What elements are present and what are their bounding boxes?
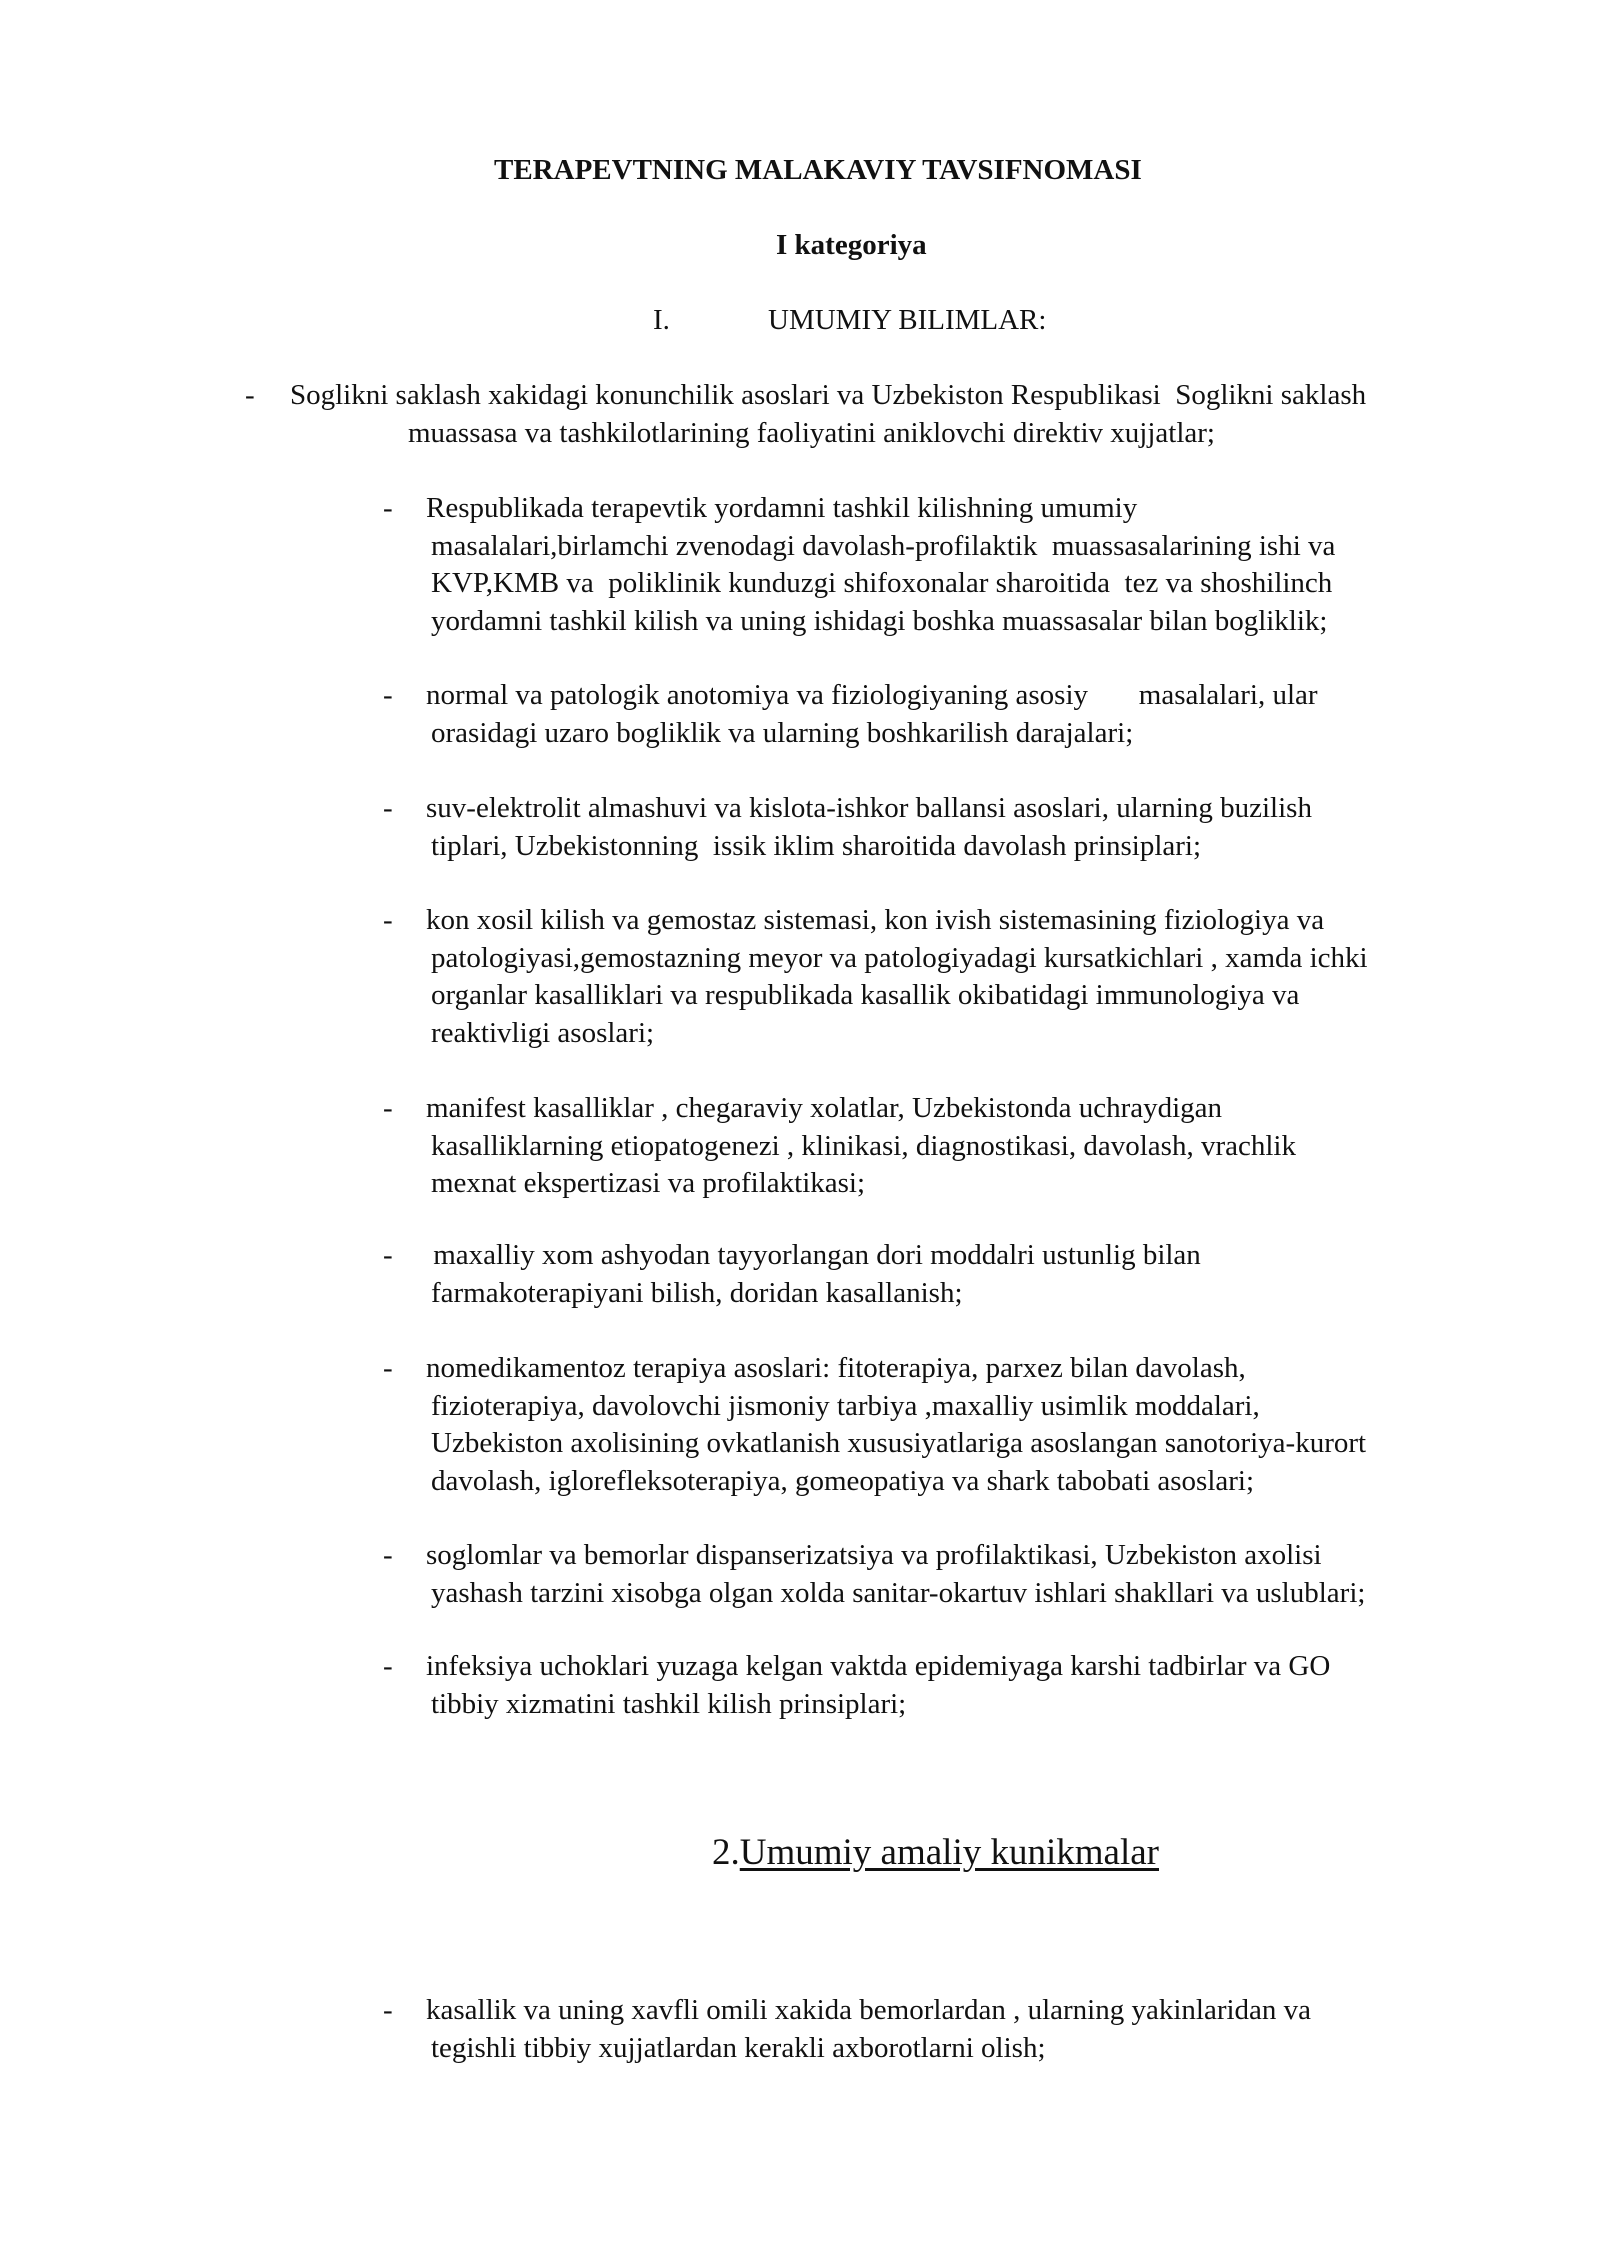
list-item-line: manifest kasalliklar , chegaraviy xolatlar, Uzbekistonda uchraydigan <box>426 1092 1223 1124</box>
list-item-line: patologiyasi,gemostazning meyor va patologiyadagi kursatkichlari , xamda ichki <box>431 941 1368 974</box>
section2-number: 2. <box>712 1832 740 1873</box>
list-item-line: yordamni tashkil kilish va uning ishidagi boshka muassasalar bilan bogliklik; <box>431 604 1328 637</box>
list-dash: - <box>383 679 393 711</box>
list-item-line: tibbiy xizmatini tashkil kilish prinsiplari; <box>431 1687 907 1720</box>
list-item-line: kasalliklarning etiopatogenezi , klinikasi, diagnostikasi, davolash, vrachlik <box>431 1129 1296 1162</box>
list-item-line: infeksiya uchoklari yuzaga kelgan vaktda epidemiyaga karshi tadbirlar va GO <box>426 1650 1331 1682</box>
section1-heading: UMUMIY BILIMLAR: <box>768 304 1047 336</box>
list-item-line: Uzbekiston axolisining ovkatlanish xususiyatlariga asoslangan sanotoriya-kurort <box>431 1427 1367 1459</box>
list-item-line: normal va patologik anotomiya va fiziologiyaning asosiy masalalari, ular <box>426 679 1318 711</box>
list-item-line: Soglikni saklash xakidagi konunchilik asoslari va Uzbekiston Respublikasi Soglikni saklash <box>290 379 1367 411</box>
category-heading: I kategoriya <box>776 229 927 261</box>
list-item-line: Respublikada terapevtik yordamni tashkil kilishning umumiy <box>426 492 1138 524</box>
list-item-line: muassasa va tashkilotlarining faoliyatini aniklovchi direktiv xujjatlar; <box>408 416 1215 449</box>
list-item-line: yashash tarzini xisobga olgan xolda sanitar-okartuv ishlari shakllari va uslublari; <box>431 1576 1366 1609</box>
list-item-line: orasidagi uzaro bogliklik va ularning boshkarilish darajalari; <box>431 716 1134 749</box>
list-dash: - <box>383 492 393 524</box>
list-item-line: soglomlar va bemorlar dispanserizatsiya va profilaktikasi, Uzbekiston axolisi <box>426 1539 1322 1571</box>
list-item-line: kasallik va uning xavfli omili xakida bemorlardan , ularning yakinlaridan va <box>426 1994 1312 2026</box>
list-item-line: kon xosil kilish va gemostaz sistemasi, kon ivish sistemasining fiziologiya va <box>426 904 1325 936</box>
list-dash: - <box>383 1994 393 2026</box>
list-dash: - <box>383 1239 393 1271</box>
list-item-line: tegishli tibbiy xujjatlardan kerakli axborotlarni olish; <box>431 2031 1046 2064</box>
section2-label: Umumiy amaliy kunikmalar <box>739 1832 1159 1873</box>
list-dash: - <box>245 379 255 411</box>
list-item-line: farmakoterapiyani bilish, doridan kasallanish; <box>431 1276 963 1309</box>
list-item-line: KVP,KMB va poliklinik kunduzgi shifoxonalar sharoitida tez va shoshilinch <box>431 567 1333 599</box>
list-dash: - <box>383 792 393 824</box>
list-dash: - <box>383 1352 393 1384</box>
list-item-line: fizioterapiya, davolovchi jismoniy tarbiya ,maxalliy usimlik moddalari, <box>431 1389 1260 1422</box>
list-item-line: tiplari, Uzbekistonning issik iklim sharoitida davolash prinsiplari; <box>431 829 1202 862</box>
document-title: TERAPEVTNING MALAKAVIY TAVSIFNOMASI <box>494 154 1142 186</box>
section1-number: I. <box>653 304 670 336</box>
list-item-line: nomedikamentoz terapiya asoslari: fitoterapiya, parxez bilan davolash, <box>426 1352 1246 1384</box>
list-item-line: reaktivligi asoslari; <box>431 1016 655 1049</box>
list-item-line: organlar kasalliklari va respublikada kasallik okibatidagi immunologiya va <box>431 979 1300 1011</box>
list-item-line: maxalliy xom ashyodan tayyorlangan dori moddalri ustunlig bilan <box>426 1239 1201 1271</box>
section2-heading <box>712 1830 1159 1876</box>
list-dash: - <box>383 1092 393 1124</box>
list-dash: - <box>383 904 393 936</box>
list-item-line: mexnat ekspertizasi va profilaktikasi; <box>431 1167 866 1199</box>
list-dash: - <box>383 1650 393 1682</box>
list-item-line: davolash, iglorefleksoterapiya, gomeopatiya va shark tabobati asoslari; <box>431 1464 1255 1497</box>
list-item-line: suv-elektrolit almashuvi va kislota-ishkor ballansi asoslari, ularning buzilish <box>426 792 1312 824</box>
list-item-line: masalalari,birlamchi zvenodagi davolash-profilaktik muassasalarining ishi va <box>431 529 1336 562</box>
list-dash: - <box>383 1539 393 1571</box>
